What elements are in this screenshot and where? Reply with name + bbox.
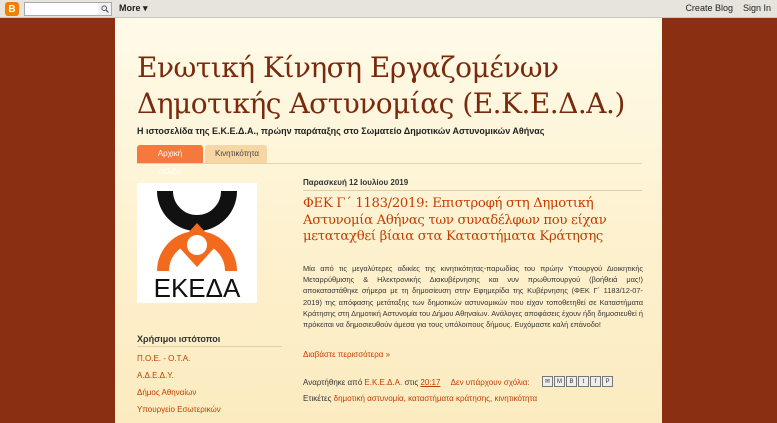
ekeda-logo [137,183,257,303]
content-area [115,18,662,423]
pinterest-icon[interactable]: P [602,376,613,387]
post-labels [303,394,537,403]
email-post-icon[interactable]: ✉ [542,376,553,387]
create-blog-link[interactable]: Create Blog [685,3,733,13]
ekeda-logo-text: ΕΚΕΔΑ [153,273,241,303]
tab-home[interactable]: Αρχική σελίδα [137,145,203,163]
share-buttons [542,376,613,387]
labels-links[interactable]: δημοτική αστυνομία, καταστήματα κράτησης, κινητικότητα [333,394,538,403]
twitter-icon[interactable]: t [578,376,589,387]
blogger-logo-icon[interactable]: B [5,2,19,16]
post-title[interactable]: ΦΕΚ Γ΄ 1183/2019: Επιστροφή στη Δημοτική Αστυνομία Αθήνας των συναδέλφων που είχαν μεταταχθεί βίαια στα Καταστήματα Κράτησης [303,196,607,244]
post-date: Παρασκευή 12 Ιουλίου 2019 [303,178,409,187]
at-label: στις [404,378,419,387]
sign-in-link[interactable]: Sign In [742,3,771,13]
left-margin [0,18,115,423]
blog-description: Η ιστοσελίδα της Ε.Κ.Ε.Δ.Α., πρώην παράταξης στο Σωματείο Δημοτικών Αστυνομικών Αθήνας [137,126,545,136]
comments-link[interactable]: Δεν υπάρχουν σχόλια: [450,378,530,387]
post-body: Μία από τις μεγαλύτερες αδικίες της κινητικότητας-παρωδίας του πρώην Υπουργού Διοικητικής Μεταρρύθμισης & Ηλεκτρονικής Διακυβέρνησης και νυν πρωθυπουργού (βοήθειά μας!) αποκαταστάθηκε σήμερα με τη δημοσίευση στην Εφημερίδα της Κυβέρνησης (ΦΕΚ Γ΄ 1183/12-07-2019) της απόφασης μετάταξης των δημοτικών αστυνομικών που είχαν τοποθετηθεί σε Καταστήματα Κράτησης στη Δημοτική Αστυνομία του Δήμου Αθηναίων. Ανάλογες αποφάσεις έχουν ήδη δημοσιευθεί ή πρόκειται να δημοσιευθούν άμεσα για τους υπόλοιπους δήμους. Ευχόμαστε καλή επάνοδο! [303,264,643,330]
posted-by-label: Αναρτήθηκε από [303,378,363,387]
links-title: Χρήσιμοι ιστότοποι [137,334,221,344]
link-dimos-athinaion[interactable]: Δήμος Αθηναίων [137,388,197,397]
link-ypourgeio-esoterikon[interactable]: Υπουργείο Εσωτερικών [137,405,221,414]
labels-prefix: Ετικέτες [303,394,332,403]
facebook-icon[interactable]: f [590,376,601,387]
read-more-link[interactable]: Διαβάστε περισσότερα » [303,350,391,359]
blogthis-icon[interactable]: B [566,376,577,387]
blogger-navbar [0,0,777,18]
post-time-link[interactable]: 20:17 [420,378,441,387]
links-divider [137,346,282,347]
post-author-link[interactable]: Ε.Κ.Ε.Δ.Α. [364,378,403,387]
link-adedy[interactable]: Α.Δ.Ε.Δ.Υ. [137,371,174,380]
tab-mobility[interactable]: Κινητικότητα [205,145,267,163]
tab-divider [137,163,642,164]
date-divider [303,190,642,191]
more-menu[interactable]: More ▾ [119,3,148,13]
useful-links [137,350,221,418]
search-icon[interactable] [98,2,112,16]
page-tabs [137,145,267,176]
link-poe-ota[interactable]: Π.Ο.Ε. - Ο.Τ.Α. [137,354,191,363]
right-margin [662,18,777,423]
blog-title[interactable]: Ενωτική Κίνηση Εργαζομένων Δημοτικής Αστυνομίας (Ε.Κ.Ε.Δ.Α.) [137,51,625,120]
email-share-icon[interactable]: M [554,376,565,387]
